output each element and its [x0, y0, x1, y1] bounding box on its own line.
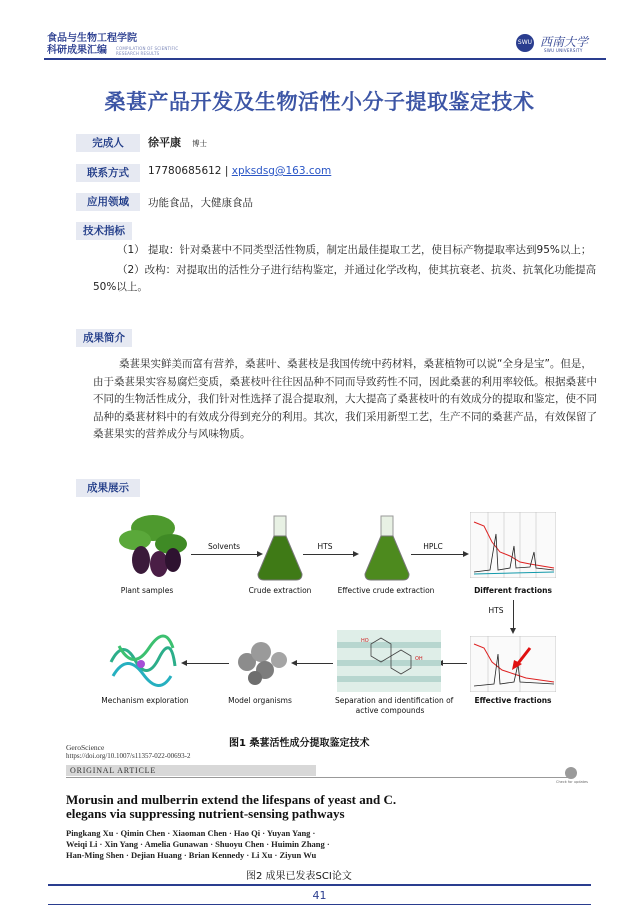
summary-label: 成果简介	[76, 329, 132, 347]
effective-crude-label: Effective crude extraction	[337, 586, 435, 595]
contact-phone: 17780685612	[148, 165, 222, 177]
contact-info	[148, 165, 331, 177]
header-divider	[44, 58, 606, 60]
arrow-head-3	[463, 551, 469, 557]
svg-text:HO: HO	[361, 638, 369, 644]
figure2-caption: 图2 成果已发表SCI论文	[246, 871, 352, 882]
hts-label-1: HTS	[317, 542, 333, 551]
check-updates-icon	[564, 766, 578, 780]
plant-samples-label: Plant samples	[120, 586, 174, 595]
chromatogram-effective-chart	[470, 636, 556, 692]
footer-divider-bottom	[48, 904, 591, 905]
figure1-caption: 图1 桑葚活性成分提取鉴定技术	[229, 738, 370, 749]
check-updates-badge	[556, 766, 586, 788]
arrow-to-separation	[443, 663, 467, 664]
yeast-cells-icon	[231, 636, 295, 690]
university-logo-en: SWU UNIVERSITY	[544, 48, 583, 53]
university-seal-icon: SWU	[516, 34, 534, 52]
flask-effective-icon	[357, 514, 417, 582]
arrow-to-model	[297, 663, 333, 664]
check-updates-text: Check for updates	[556, 780, 588, 784]
author-name: 徐平康	[148, 136, 181, 149]
author-title: 博士	[192, 139, 207, 148]
paper-doi: https://doi.org/10.1007/s11357-022-00693-2	[66, 752, 191, 760]
showcase-label: 成果展示	[76, 479, 140, 497]
summary-paragraph: 桑葚果实鲜美而富有营养，桑葚叶、桑葚枝是我国传统中药材料，桑葚植物可以说“全身是宝”。但是，由于桑葚果实容易腐烂变质，桑葚枝叶往往因品种不同而导致药性不同，因此桑葚的利用率较低。根据桑葚中不同的生物活性成分，我们针对性选择了混合提取剂，大大提高了桑葚枝叶的有效成分的提取和鉴定，使不同品种的桑葚材料中的有效成分得到充分的利用。其次，我们采用新型工艺，生产不同的桑葚产品，有效保留了桑葚果实的营养成分与风味物质。	[93, 358, 597, 440]
arrow-hplc	[411, 554, 463, 555]
page-number: 41	[312, 889, 327, 902]
paper-title-line2: elegans via suppressing nutrient-sensing pathways	[66, 806, 345, 821]
flask-icon	[250, 514, 310, 582]
paper-article-type: ORIGINAL ARTICLE	[70, 766, 157, 775]
tech-item-2: （2）改构：对提取出的活性分子进行结构鉴定，并通过化学改构，使其抗衰老、抗炎、抗氧化功能提高50%以上。	[93, 264, 597, 293]
university-logo-text: 西南大学	[540, 35, 589, 49]
effective-fractions-label: Effective fractions	[474, 696, 552, 705]
paper-authors-line3: Han-Ming Shen · Dejian Huang · Brian Kennedy · Li Xu · Ziyun Wu	[66, 850, 317, 860]
mulberry-fruit-icon	[113, 510, 189, 582]
arrow-solvents	[191, 554, 257, 555]
arrow-head-7	[181, 660, 187, 666]
protein-structure-icon	[105, 632, 179, 692]
header-subtitle-line2: RESEARCH RESULTS	[116, 51, 160, 56]
svg-text:OH: OH	[415, 656, 423, 662]
different-fractions-label: Different fractions	[474, 586, 552, 595]
footer-divider-top	[48, 884, 591, 886]
arrow-hts	[303, 554, 353, 555]
chromatogram-chart	[470, 512, 556, 578]
header-title-line1: 食品与生物工程学院	[47, 33, 137, 44]
compound-structure-image	[337, 630, 441, 692]
hts-label-2: HTS	[488, 606, 504, 615]
summary-text	[93, 356, 599, 444]
paper-title-line1: Morusin and mulberrin extend the lifespans of yeast and C.	[66, 792, 397, 807]
page-title: 桑葚产品开发及生物活性小分子提取鉴定技术	[104, 90, 535, 114]
hplc-label: HPLC	[423, 542, 443, 551]
figure1-diagram	[95, 508, 565, 726]
paper-authors-line1: Pingkang Xu · Qimin Chen · Xiaoman Chen · Hao Qi · Yuyan Yang ·	[66, 828, 316, 838]
arrow-to-mechanism	[187, 663, 229, 664]
contact-email-link[interactable]: xpksdsg@163.com	[231, 165, 332, 177]
separation-label-line2: active compounds	[355, 706, 425, 715]
header-subtitle-line1: COMPILATION OF SCIENTIFIC	[116, 46, 179, 51]
paper-journal: GeroScience	[66, 743, 105, 752]
mechanism-label: Mechanism exploration	[101, 696, 189, 705]
tech-list	[93, 242, 599, 296]
tech-label: 技术指标	[76, 222, 132, 240]
application-label: 应用领域	[76, 193, 140, 211]
model-organisms-label: Model organisms	[228, 696, 292, 705]
crude-extraction-label: Crude extraction	[248, 586, 312, 595]
arrow-head-4	[510, 628, 516, 634]
paper-divider	[66, 777, 572, 778]
header-title-line2: 科研成果汇编	[47, 45, 107, 56]
application-value: 功能食品，大健康食品	[148, 197, 253, 209]
contact-label: 联系方式	[76, 164, 140, 182]
author-label: 完成人	[76, 134, 140, 152]
paper-authors-line2: Weiqi Li · Xin Yang · Amelia Gunawan · Shuoyu Chen · Huimin Zhang ·	[66, 839, 330, 849]
contact-separator: |	[224, 165, 229, 177]
solvents-label: Solvents	[207, 542, 241, 551]
arrow-hts-vertical	[513, 600, 514, 628]
tech-item-1: （1） 提取：针对桑葚中不同类型活性物质，制定出最佳提取工艺，使目标产物提取率达到95%以上；	[117, 244, 592, 256]
separation-label-line1: Separation and identification of	[335, 696, 454, 705]
